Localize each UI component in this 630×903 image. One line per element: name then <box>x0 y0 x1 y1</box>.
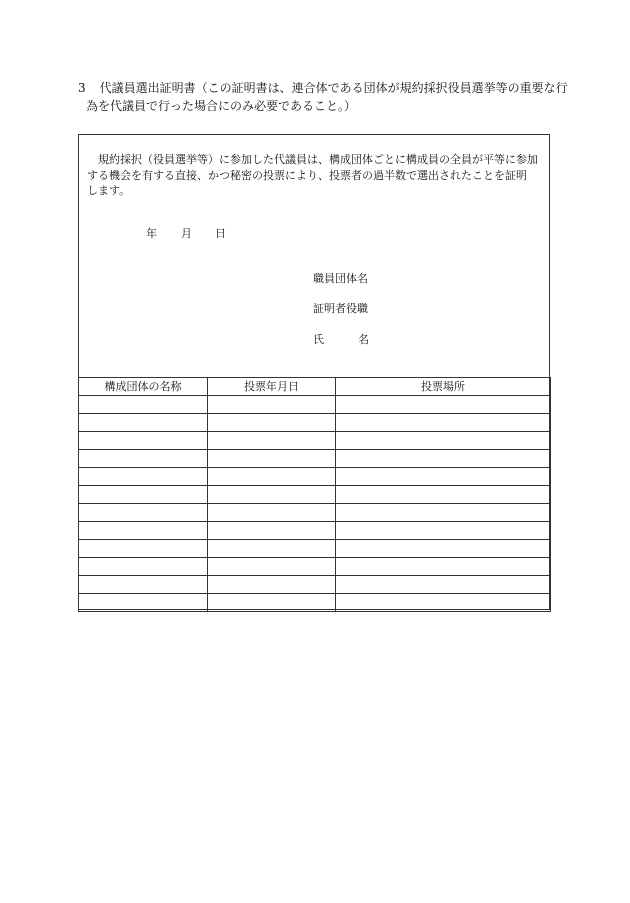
cell-vote-date[interactable] <box>208 576 336 594</box>
cell-union-name[interactable] <box>79 414 208 432</box>
cell-union-name[interactable] <box>79 594 208 612</box>
table-row <box>79 468 551 486</box>
cell-vote-place[interactable] <box>336 450 551 468</box>
cell-vote-place[interactable] <box>336 504 551 522</box>
cell-vote-date[interactable] <box>208 558 336 576</box>
cell-union-name[interactable] <box>79 396 208 414</box>
date-month-label: 月 <box>181 227 192 240</box>
table-row <box>79 576 551 594</box>
table-row <box>79 594 551 612</box>
cell-vote-date[interactable] <box>208 396 336 414</box>
cell-vote-place[interactable] <box>336 432 551 450</box>
cell-union-name[interactable] <box>79 468 208 486</box>
union-name-label: 職員団体名 <box>313 272 368 285</box>
cell-vote-date[interactable] <box>208 468 336 486</box>
cell-vote-place[interactable] <box>336 396 551 414</box>
table-row <box>79 414 551 432</box>
cell-union-name[interactable] <box>79 432 208 450</box>
statement-line-1: 規約採択（役員選挙等）に参加した代議員は、構成団体ごとに構成員の全員が平等に参加 <box>98 153 538 166</box>
cell-union-name[interactable] <box>79 504 208 522</box>
heading-text-2: 為を代議員で行った場合にのみ必要であること。） <box>86 99 357 113</box>
certificate-frame <box>78 134 550 610</box>
table-row <box>79 522 551 540</box>
cell-union-name[interactable] <box>79 522 208 540</box>
cell-vote-date[interactable] <box>208 504 336 522</box>
cell-vote-date[interactable] <box>208 414 336 432</box>
table-row <box>79 450 551 468</box>
header-union-name: 構成団体の名称 <box>79 378 208 396</box>
table-row <box>79 432 551 450</box>
cell-union-name[interactable] <box>79 486 208 504</box>
statement-line-2: する機会を有する直接、かつ秘密の投票により、投票者の過半数で選出されたことを証明 <box>87 168 527 182</box>
cell-vote-place[interactable] <box>336 486 551 504</box>
cell-vote-place[interactable] <box>336 468 551 486</box>
section-number: 3 <box>78 81 86 95</box>
cell-vote-date[interactable] <box>208 522 336 540</box>
cell-vote-date[interactable] <box>208 540 336 558</box>
cell-vote-place[interactable] <box>336 594 551 612</box>
name-label: 氏名 <box>313 333 403 346</box>
cell-vote-date[interactable] <box>208 594 336 612</box>
date-day-label: 日 <box>215 227 226 240</box>
certifier-title-label: 証明者役職 <box>313 302 368 315</box>
cell-union-name[interactable] <box>79 576 208 594</box>
date-year-label: 年 <box>146 227 157 240</box>
statement-line-3: します。 <box>87 184 131 197</box>
cell-vote-place[interactable] <box>336 558 551 576</box>
header-vote-date: 投票年月日 <box>208 378 336 396</box>
cell-union-name[interactable] <box>79 540 208 558</box>
cell-vote-date[interactable] <box>208 450 336 468</box>
table-row <box>79 396 551 414</box>
cell-vote-place[interactable] <box>336 540 551 558</box>
heading-line-1 <box>78 79 568 97</box>
section-heading <box>78 79 568 115</box>
table-row <box>79 504 551 522</box>
voting-table <box>78 377 551 612</box>
table-row <box>79 558 551 576</box>
header-vote-place: 投票場所 <box>336 378 551 396</box>
certificate-statement <box>87 152 547 199</box>
cell-union-name[interactable] <box>79 450 208 468</box>
cell-vote-place[interactable] <box>336 414 551 432</box>
cell-vote-date[interactable] <box>208 432 336 450</box>
table-header-row <box>79 378 551 396</box>
cell-union-name[interactable] <box>79 558 208 576</box>
cell-vote-place[interactable] <box>336 522 551 540</box>
heading-text-1: 代議員選出証明書（この証明書は、連合体である団体が規約採択役員選挙等の重要な行 <box>99 81 568 95</box>
table-row <box>79 486 551 504</box>
cell-vote-place[interactable] <box>336 576 551 594</box>
cell-vote-date[interactable] <box>208 486 336 504</box>
table-row <box>79 540 551 558</box>
signer-name-label <box>313 333 403 347</box>
